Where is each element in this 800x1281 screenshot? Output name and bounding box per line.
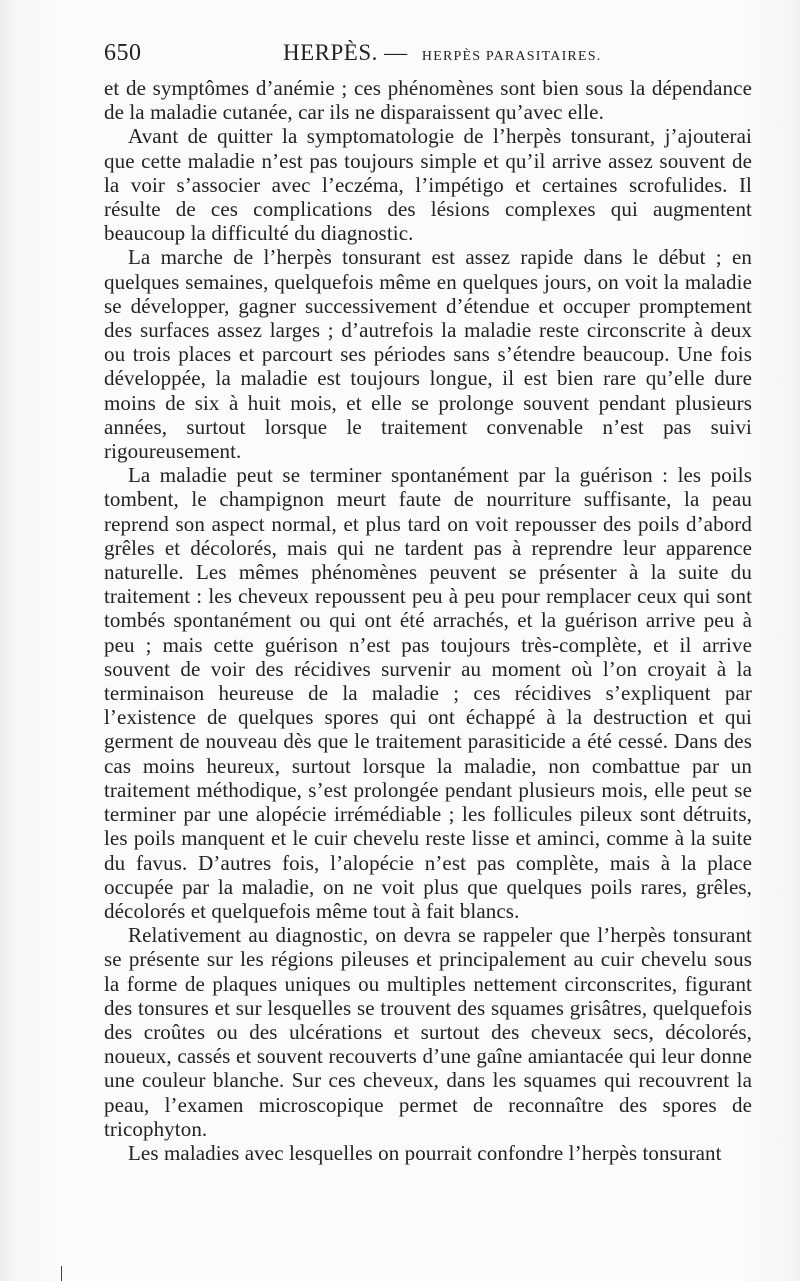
page-header — [104, 40, 752, 76]
page-body — [104, 76, 752, 1165]
paragraph-symptomatology: Avant de quitter la symptomatologie de l’herpès tonsurant, j’ajouterai que cette maladie n’est pas toujours simple et qu’il arrive assez souvent de la voir s’associer avec l’eczéma, l’impétigo et certaines scrofulides. Il résulte de ces complications des lésions complexes qui augmentent beaucoup la difficulté du diagnostic. — [104, 124, 752, 246]
running-title-separator: — — [384, 40, 408, 65]
paragraph-progression: La marche de l’herpès tonsurant est assez rapide dans le début ; en quelques semaines, quelquefois même en quelques jours, on voit la maladie se développer, gagner successivement d’étendue et occuper promptement des surfaces assez larges ; d’autrefois la maladie reste circonscrite à deux ou trois places et parcourt ses périodes sans s’étendre beaucoup. Une fois développée, la maladie est toujours longue, il est bien rare qu’elle dure moins de six à huit mois, et elle se prolonge souvent pendant plusieurs années, surtout lorsque le traitement convenable n’est pas suivi rigoureusement. — [104, 245, 752, 464]
paragraph-continuation: et de symptômes d’anémie ; ces phénomènes sont bien sous la dépendance de la maladie cutanée, car ils ne disparaissent qu’avec elle. — [104, 76, 752, 125]
running-title-main: HERPÈS. — [283, 40, 378, 65]
page-number: 650 — [104, 40, 142, 66]
paragraph-termination: La maladie peut se terminer spontanément par la guérison : les poils tombent, le champignon meurt faute de nourriture suffisante, la peau reprend son aspect normal, et plus tard on voit repousser des poils d’abord grêles et décolorés, mais qui ne tardent pas à reprendre leur apparence naturelle. Les mêmes phénomènes peuvent se présenter à la suite du traitement : les cheveux repoussent peu à peu pour remplacer ceux qui sont tombés spontanément ou qui ont été arrachés, et la guérison arrive peu à peu ; mais cette guérison n’est pas toujours très-complète, et il arrive souvent de voir des récidives survenir au moment où l’on croyait à la terminaison heureuse de la maladie ; ces récidives s’expliquent par l’existence de quelques spores qui ont échappé à la destruction et qui germent de nouveau dès que le traitement parasiticide a été cessé. Dans des cas moins heureux, surtout lorsque la maladie, non combattue par un traitement méthodique, s’est prolongée pendant plusieurs mois, elle peut se terminer par une alopécie irrémédiable ; les follicules pileux sont détruits, les poils manquent et le cuir chevelu reste lisse et aminci, comme à la suite du favus. D’autres fois, l’alopécie n’est pas complète, mais à la place occupée par la maladie, on ne voit plus que quelques poils rares, grêles, décolorés et quelquefois même tout à fait blancs. — [104, 463, 752, 923]
paragraph-diagnosis: Relativement au diagnostic, on devra se rappeler que l’herpès tonsurant se présente sur les régions pileuses et principalement au cuir chevelu sous la forme de plaques uniques ou multiples nettement circonscrites, figurant des tonsures et sur lesquelles se trouvent des squames grisâtres, quelquefois des croûtes ou des ulcérations et surtout des cheveux secs, décolorés, noueux, cassés et souvent recouverts d’une gaîne amiantacée qui leur donne une couleur blanche. Sur ces cheveux, dans les squames qui recouvrent la peau, l’examen microscopique permet de reconnaître des spores de tricophyton. — [104, 923, 752, 1141]
paragraph-differential: Les maladies avec lesquelles on pourrait confondre l’herpès tonsurant — [128, 1140, 722, 1165]
running-title-subtitle: HERPÈS PARASITAIRES. — [421, 49, 602, 64]
running-title — [283, 40, 601, 66]
margin-rule — [61, 1266, 62, 1281]
